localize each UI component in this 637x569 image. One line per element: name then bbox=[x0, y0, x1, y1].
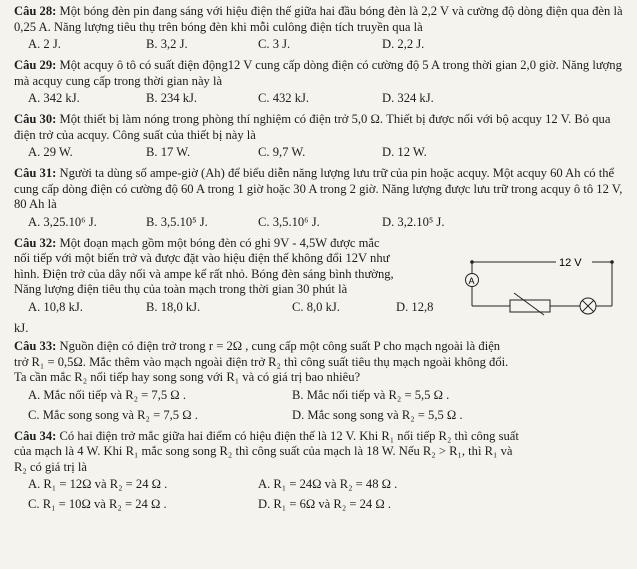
option-a[interactable]: A. 2 J. bbox=[28, 37, 61, 51]
option-b[interactable]: B. 3,5.10⁵ J. bbox=[146, 214, 208, 229]
question-text: Một acquy ô tô có suất điện động12 V cung cấp dòng điện có cường độ 5 A trong thời gian 2,0 giờ. Năng lượng mà acquy cung cấp trong thời gian này là bbox=[14, 58, 622, 88]
question-31 bbox=[14, 166, 627, 213]
question-text: Một thiết bị làm nóng trong phòng thí nghiệm có điện trở 5,0 Ω. Thiết bị được nối với bộ acquy 12 V. Bỏ qua điện trở của acquy. Công suất của thiết bị này là bbox=[14, 112, 611, 142]
question-33 bbox=[14, 339, 627, 386]
options-33-row-1 bbox=[14, 389, 627, 406]
question-number: Câu 29: bbox=[14, 58, 57, 72]
question-29 bbox=[14, 58, 627, 89]
option-c[interactable]: C. 432 kJ. bbox=[258, 91, 310, 105]
question-number: Câu 30: bbox=[14, 112, 57, 126]
option-a[interactable]: A. Mắc nối tiếp và R₂ = 7,5 Ω . bbox=[28, 387, 186, 402]
option-c[interactable]: C. Mắc song song và R₂ = 7,5 Ω . bbox=[28, 407, 198, 422]
circuit-diagram bbox=[452, 253, 627, 328]
option-b[interactable]: B. 234 kJ. bbox=[146, 91, 198, 105]
question-32-line-3: hình. Điện trở của dây nối và ampe kế rất nhỏ. Bóng đèn sáng bình thường, bbox=[14, 266, 394, 281]
option-a-alt[interactable]: A. R₁ = 24Ω và R₂ = 48 Ω . bbox=[258, 477, 398, 491]
option-d[interactable]: D. 12,8 bbox=[396, 299, 434, 314]
options-34-row-1 bbox=[14, 478, 627, 495]
question-text-2: trở R₁ = 0,5Ω. Mắc thêm vào mạch ngoài điện trở R₂ thì công suất tiêu thụ mạch ngoài không đổi. bbox=[14, 354, 509, 369]
question-text: Một bóng đèn pin đang sáng với hiệu điện thế giữa hai đầu bóng đèn là 2,2 V và cường độ dòng điện qua đèn là 0,25 A. Năng lượng tiêu thụ trên bóng đèn khi mỗi culông điện tích truyền qua là bbox=[14, 4, 623, 34]
question-number: Câu 34: bbox=[14, 428, 57, 443]
options-33-row-2 bbox=[14, 409, 627, 426]
option-c[interactable]: C. R₁ = 10Ω và R₂ = 24 Ω . bbox=[28, 497, 167, 511]
option-d[interactable]: D. 12 W. bbox=[382, 145, 427, 159]
option-a[interactable]: A. 10,8 kJ. bbox=[28, 299, 83, 314]
question-text-3: Ta cần mắc R₂ nối tiếp hay song song với R₁ và có giá trị bao nhiêu? bbox=[14, 370, 361, 384]
options-34-row-2 bbox=[14, 498, 627, 515]
question-number: Câu 31: bbox=[14, 166, 57, 180]
question-text-2: của mạch là 4 W. Khi R₁ mắc song song R₂ thì công suất của mạch là 18 W. Nếu R₂ > R₁, thì R₁ và bbox=[14, 444, 513, 458]
question-text: Người ta dùng số ampe-giờ (Ah) để biểu diễn năng lượng lưu trữ của pin hoặc acquy. Một acquy 60 Ah có thể cung cấp dòng điện có cường độ 60 A trong 1 giờ hoặc 30 A trong 2 giờ. Năng lượng được lưu trữ trong acquy ô tô 12 V, 80 Ah là bbox=[14, 166, 623, 211]
option-a[interactable]: A. 342 kJ. bbox=[28, 91, 80, 105]
question-28 bbox=[14, 4, 627, 35]
options-31 bbox=[14, 216, 627, 233]
option-d-continuation: kJ. bbox=[14, 320, 29, 335]
option-a[interactable]: A. R₁ = 12Ω và R₂ = 24 Ω . bbox=[28, 477, 168, 491]
question-32 bbox=[14, 236, 454, 298]
option-d[interactable]: D. Mắc song song và R₂ = 5,5 Ω . bbox=[292, 407, 463, 422]
option-d[interactable]: D. R₁ = 6Ω và R₂ = 24 Ω . bbox=[258, 497, 392, 511]
rheostat-icon bbox=[510, 300, 550, 312]
option-c[interactable]: C. 9,7 W. bbox=[258, 145, 306, 159]
question-34 bbox=[14, 429, 627, 476]
question-text-3: R₂ có giá trị là bbox=[14, 459, 87, 474]
question-text: Một đoạn mạch gồm một bóng đèn có ghi 9V - 4,5W được mắc bbox=[59, 235, 380, 250]
option-d[interactable]: D. 2,2 J. bbox=[382, 37, 425, 51]
option-d[interactable]: D. 3,2.10⁵ J. bbox=[382, 214, 445, 229]
option-a[interactable]: A. 3,25.10⁶ J. bbox=[28, 214, 97, 229]
option-b[interactable]: B. 17 W. bbox=[146, 145, 191, 159]
option-b[interactable]: B. 3,2 J. bbox=[146, 37, 188, 51]
options-29 bbox=[14, 92, 627, 109]
options-28 bbox=[14, 38, 627, 55]
ammeter-label: A bbox=[468, 276, 475, 286]
question-number: Câu 33: bbox=[14, 339, 57, 353]
question-text: Có hai điện trở mắc giữa hai điểm có hiệu điện thế là 12 V. Khi R₁ nối tiếp R₂ thì công suất bbox=[59, 428, 519, 443]
question-number: Câu 28: bbox=[14, 4, 57, 18]
question-32-line-1 bbox=[14, 236, 454, 252]
option-c[interactable]: C. 3,5.10⁶ J. bbox=[258, 214, 320, 229]
voltage-label: 12 V bbox=[559, 257, 582, 269]
options-30 bbox=[14, 146, 627, 163]
question-32-line-2: nối tiếp với một biến trở và được đặt vào hiệu điện thế không đổi 12V như bbox=[14, 251, 390, 265]
question-text: Nguồn điện có điện trở trong r = 2Ω , cung cấp một công suất P cho mạch ngoài là điện bbox=[59, 339, 501, 353]
option-b[interactable]: B. 18,0 kJ. bbox=[146, 299, 201, 314]
question-number: Câu 32: bbox=[14, 235, 57, 250]
question-32-line-4: Năng lượng điện tiêu thụ của toàn mạch trong thời gian 30 phút là bbox=[14, 282, 348, 296]
option-a[interactable]: A. 29 W. bbox=[28, 145, 73, 159]
option-c[interactable]: C. 8,0 kJ. bbox=[292, 299, 340, 314]
option-d[interactable]: D. 324 kJ. bbox=[382, 91, 434, 105]
option-c[interactable]: C. 3 J. bbox=[258, 37, 291, 51]
question-30 bbox=[14, 112, 627, 143]
option-b[interactable]: B. Mắc nối tiếp và R₂ = 5,5 Ω . bbox=[292, 387, 450, 402]
